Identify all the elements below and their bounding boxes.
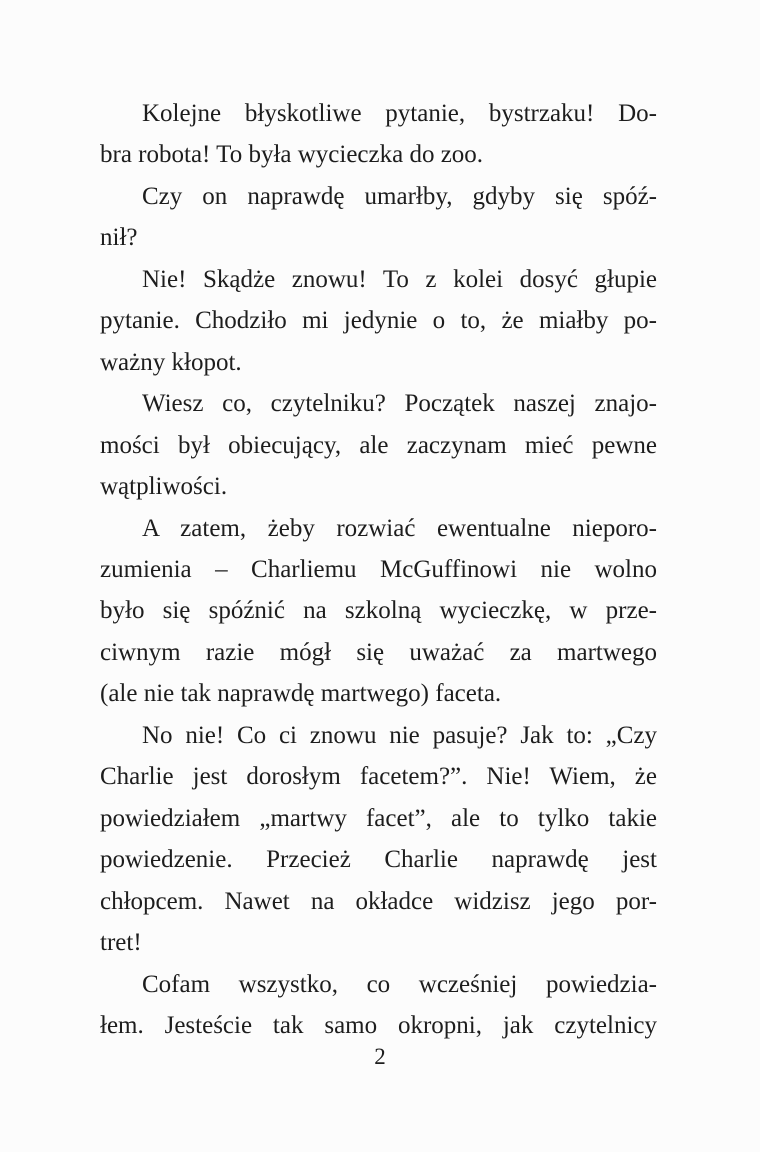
text-line: Czy on naprawdę umarłby, gdyby się spóź- xyxy=(142,182,657,210)
text-line: mości był obiecujący, ale zaczynam mieć pewne xyxy=(100,431,657,459)
text-line: było się spóźnić na szkolną wycieczkę, w prze- xyxy=(100,597,657,625)
text-line: bra robota! To była wycieczka do zoo. xyxy=(100,141,484,169)
text-line: (ale nie tak naprawdę martwego) faceta. xyxy=(100,680,502,708)
text-line: wątpliwości. xyxy=(100,473,228,501)
text-line: Cofam wszystko, co wcześniej powiedzia- xyxy=(142,970,657,998)
text-line: ciwnym razie mógł się uważać za martwego xyxy=(100,638,657,666)
page-text xyxy=(100,93,657,1046)
text-line: powiedziałem „martwy facet”, ale to tylko takie xyxy=(100,804,657,832)
text-line: A zatem, żeby rozwiać ewentualne nieporo- xyxy=(142,514,657,542)
text-line: Wiesz co, czytelniku? Początek naszej znajo- xyxy=(142,390,657,418)
text-line: nił? xyxy=(100,224,138,252)
text-line: pytanie. Chodziło mi jedynie o to, że miałby po- xyxy=(100,307,657,335)
text-line: ważny kłopot. xyxy=(100,348,242,376)
text-line: tret! xyxy=(100,929,142,957)
text-line: łem. Jesteście tak samo okropni, jak czytelnicy xyxy=(100,1011,657,1039)
text-line: chłopcem. Nawet na okładce widzisz jego por- xyxy=(100,887,657,915)
text-line: powiedzenie. Przecież Charlie naprawdę jest xyxy=(100,846,657,874)
page-number: 2 xyxy=(374,1044,386,1069)
text-line: Charlie jest dorosłym facetem?”. Nie! Wiem, że xyxy=(100,763,657,791)
text-line: Nie! Skądże znowu! To z kolei dosyć głupie xyxy=(142,265,657,293)
text-line: zumienia – Charliemu McGuffinowi nie wolno xyxy=(100,555,657,583)
text-line: Kolejne błyskotliwe pytanie, bystrzaku! Do- xyxy=(142,100,657,127)
text-line: No nie! Co ci znowu nie pasuje? Jak to: „Czy xyxy=(142,721,657,749)
